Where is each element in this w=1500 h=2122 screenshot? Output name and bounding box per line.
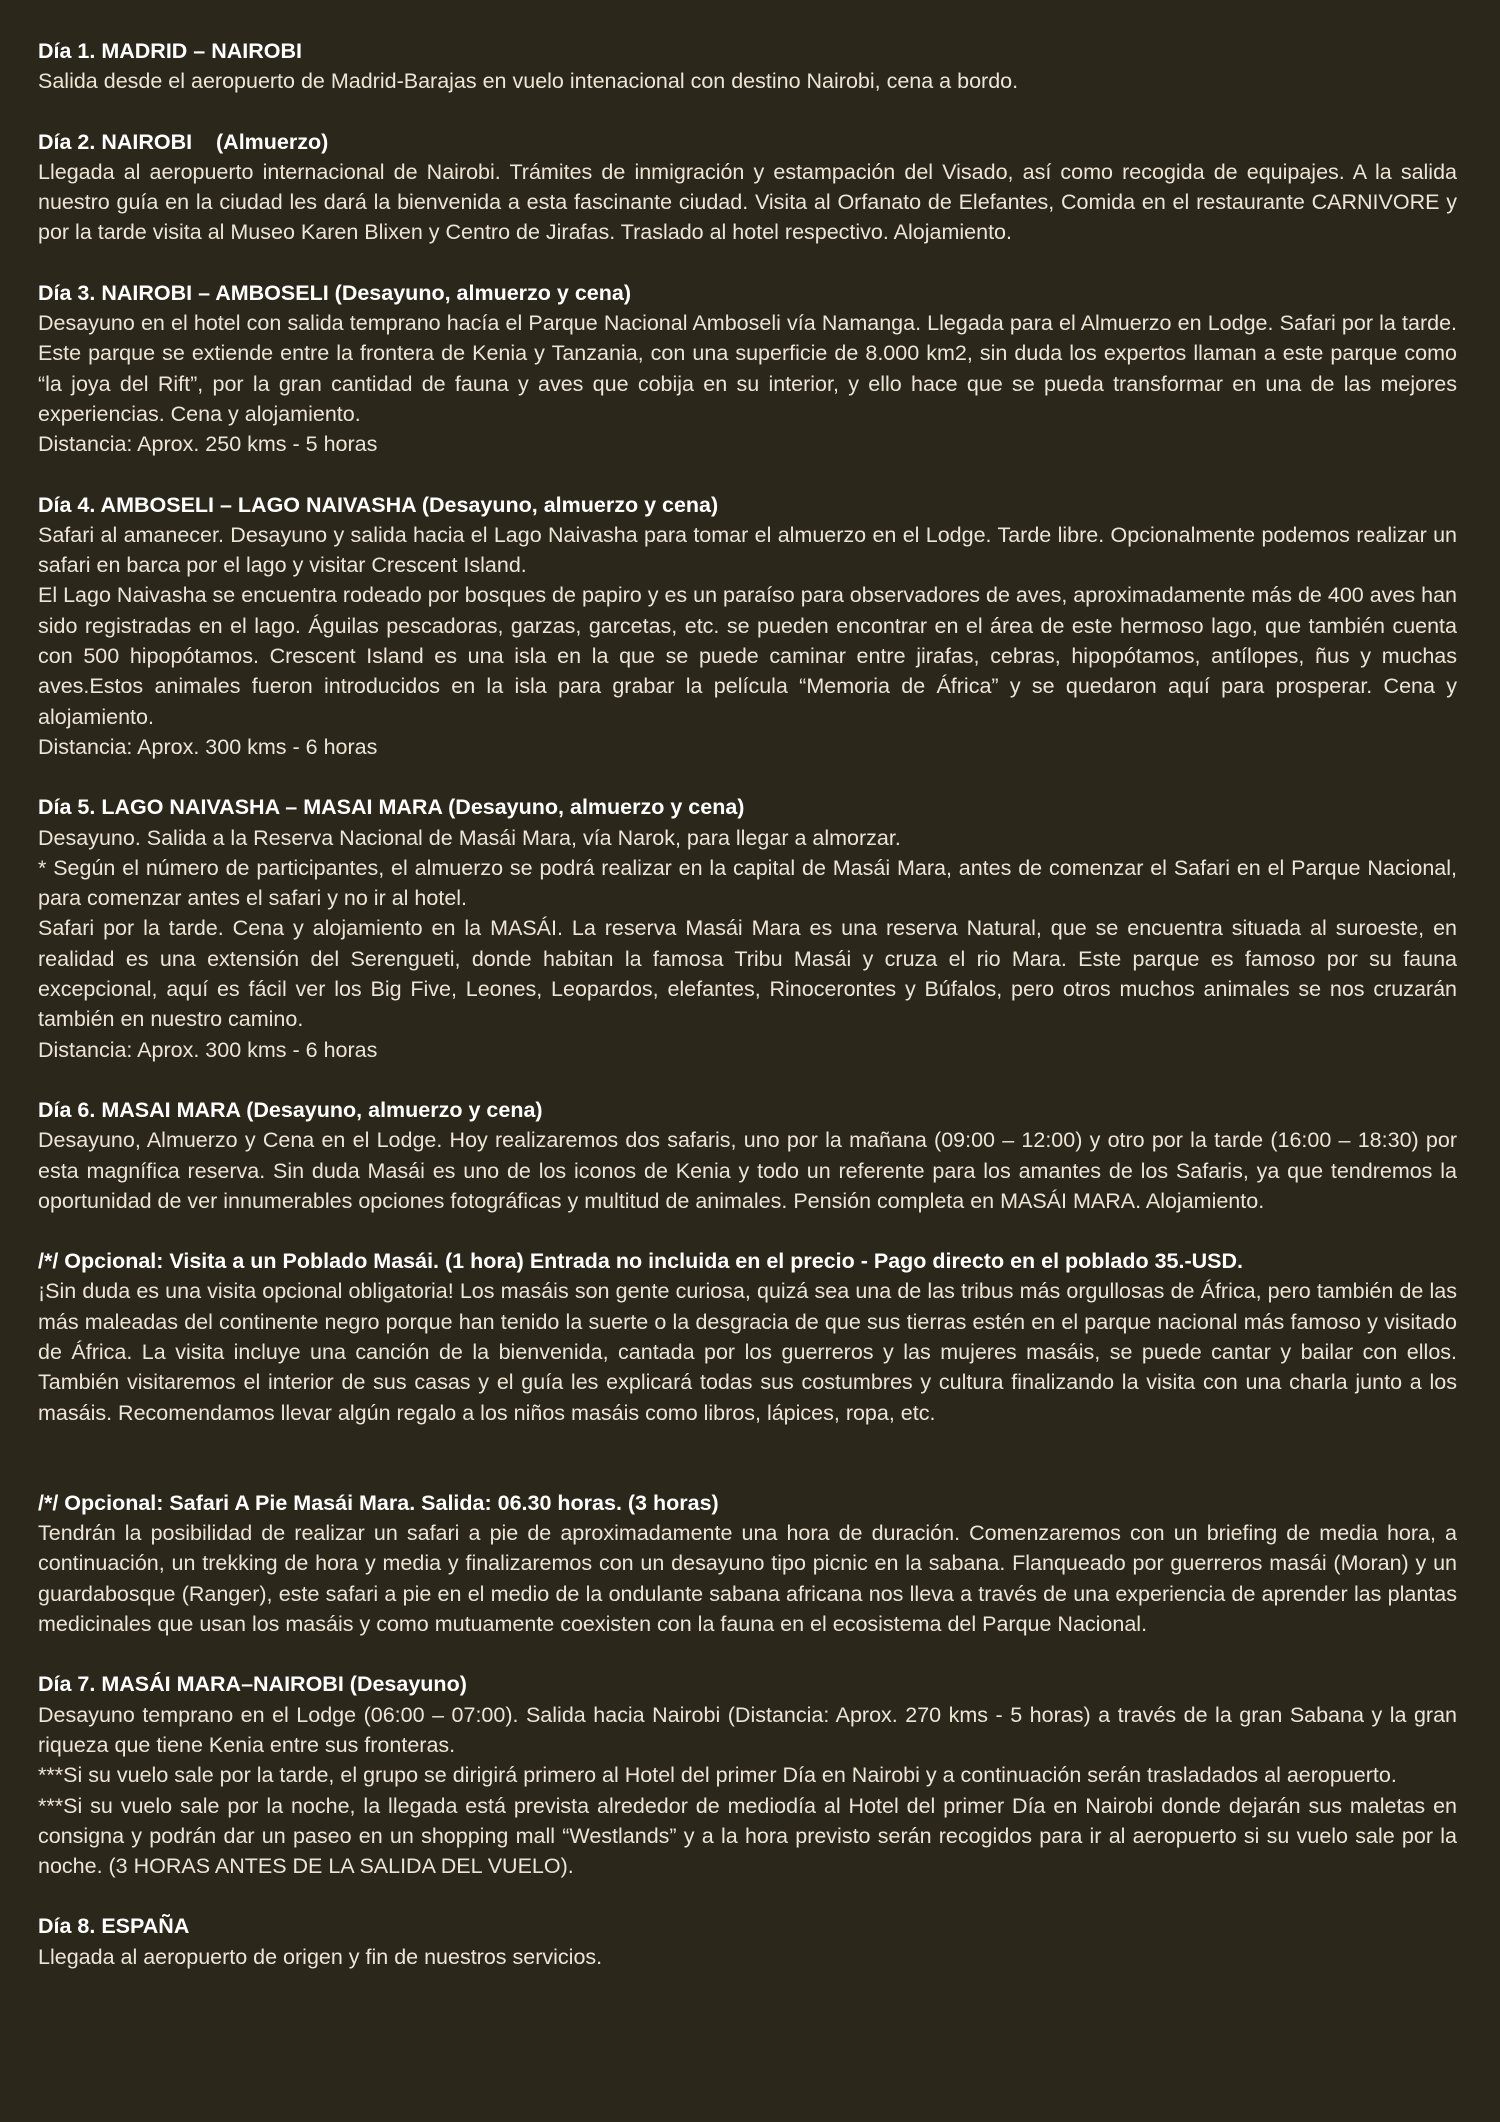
optional-heading: /*/ Opcional: Visita a un Poblado Masái. (1 hora) Entrada no incluida en el precio - Pago directo en el poblado 35.-USD. xyxy=(38,1249,1244,1274)
day-description: Llegada al aeropuerto internacional de Nairobi. Trámites de inmigración y estampación del Visado, así como recogida de equipajes. A la salida nuestro guía en la ciudad les dará la bienvenida a esta fascinante ciudad. Visita al Orfanato de Elefantes, Comida en el restaurante CARNIVORE y por la tarde visita al Museo Karen Blixen y Centro de Jirafas. Traslado al hotel respectivo. Alojamiento. xyxy=(38,159,1457,245)
optional-village-visit xyxy=(38,1246,1457,1428)
optional-description: Tendrán la posibilidad de realizar un safari a pie de aproximadamente una hora de duración. Comenzaremos con un briefing de media hora, a continuación, un trekking de hora y media y finalizaremos con un desayuno tipo picnic en la sabana. Flanqueado por guerreros masái (Moran) y un guardabosque (Ranger), este safari a pie en el medio de la ondulante sabana africana nos lleva a través de una experiencia de aprender las plantas medicinales que usan los masáis y como mutuamente coexisten con la fauna en el ecosistema del Parque Nacional. xyxy=(38,1521,1457,1637)
itinerary-document xyxy=(38,36,1457,2002)
day-description: Salida desde el aeropuerto de Madrid-Barajas en vuelo intenacional con destino Nairobi, cena a bordo. xyxy=(38,69,1019,94)
day-heading: Día 6. MASAI MARA (Desayuno, almuerzo y cena) xyxy=(38,1097,543,1122)
itinerary-day-6 xyxy=(38,1095,1457,1216)
day-heading: Día 3. NAIROBI – AMBOSELI (Desayuno, almuerzo y cena) xyxy=(38,280,631,305)
itinerary-day-8 xyxy=(38,1911,1457,1972)
day-note: ***Si su vuelo sale por la tarde, el grupo se dirigirá primero al Hotel del primer Día en Nairobi y a continuación serán trasladados al aeropuerto. xyxy=(38,1763,1397,1788)
day-distance: Distancia: Aprox. 300 kms - 6 horas xyxy=(38,734,378,759)
day-note: * Según el número de participantes, el almuerzo se podrá realizar en la capital de Masái Mara, antes de comenzar el Safari en el Parque Nacional, para comenzar antes el safari y no ir al hotel. xyxy=(38,855,1457,911)
day-heading: Día 8. ESPAÑA xyxy=(38,1914,190,1939)
day-heading: Día 1. MADRID – NAIROBI xyxy=(38,39,303,63)
day-heading: Día 5. LAGO NAIVASHA – MASAI MARA (Desayuno, almuerzo y cena) xyxy=(38,795,745,820)
day-distance: Distancia: Aprox. 300 kms - 6 horas xyxy=(38,1037,378,1062)
day-distance: Distancia: Aprox. 250 kms - 5 horas xyxy=(38,432,378,457)
itinerary-day-3 xyxy=(38,278,1457,460)
optional-heading: /*/ Opcional: Safari A Pie Masái Mara. Salida: 06.30 horas. (3 horas) xyxy=(38,1490,719,1515)
itinerary-day-1 xyxy=(38,36,1457,97)
day-description: Safari al amanecer. Desayuno y salida hacia el Lago Naivasha para tomar el almuerzo en el Lodge. Tarde libre. Opcionalmente podemos realizar un safari en barca por el lago y visitar Crescent Island. xyxy=(38,522,1457,578)
day-description: Desayuno, Almuerzo y Cena en el Lodge. Hoy realizaremos dos safaris, uno por la mañana (09:00 – 12:00) y otro por la tarde (16:00 – 18:30) por esta magnífica reserva. Sin duda Masái es uno de los iconos de Kenia y todo un referente para los amantes de los Safaris, ya que tendremos la oportunidad de ver innumerables opciones fotográficas y multitud de animales. Pensión completa en MASÁI MARA. Alojamiento. xyxy=(38,1128,1457,1213)
day-description: El Lago Naivasha se encuentra rodeado por bosques de papiro y es un paraíso para observadores de aves, aproximadamente más de 400 aves han sido registradas en el lago. Águilas pescadoras, garzas, garcetas, etc. se pueden encontrar en el área de este hermoso lago, que también cuenta con 500 hipopótamos. Crescent Island es una isla en la que se puede caminar entre jirafas, cebras, hipopótamos, antílopes, ñus y muchas aves.Estos animales fueron introducidos en la isla para grabar la película “Memoria de África” y se quedaron aquí para prosperar. Cena y alojamiento. xyxy=(38,583,1457,729)
day-heading: Día 7. MASÁI MARA–NAIROBI (Desayuno) xyxy=(38,1672,467,1697)
day-description: Llegada al aeropuerto de origen y fin de nuestros servicios. xyxy=(38,1944,603,1969)
day-description: Desayuno. Salida a la Reserva Nacional de Masái Mara, vía Narok, para llegar a almorzar. xyxy=(38,825,901,850)
day-description: Desayuno en el hotel con salida temprano hacía el Parque Nacional Amboseli vía Namanga. Llegada para el Almuerzo en Lodge. Safari por la tarde. Este parque se extiende entre la frontera de Kenia y Tanzania, con una superficie de 8.000 km2, sin duda los expertos llaman a este parque como “la joya del Rift”, por la gran cantidad de fauna y aves que cobija en su interior, y ello hace que se pueda transformar en una de las mejores experiencias. Cena y alojamiento. xyxy=(38,311,1457,426)
itinerary-day-5 xyxy=(38,792,1457,1065)
optional-description: ¡Sin duda es una visita opcional obligatoria! Los masáis son gente curiosa, quizá sea una de las tribus más orgullosas de África, pero también de las más maleadas del continente negro porque han tenido la suerte o la desgracia de que sus tierras estén en el parque nacional más famoso y visitado de África. La visita incluye una canción de la bienvenida, cantada por los guerreros y las mujeres masáis, se puede cantar y bailar con ellos. También visitaremos el interior de sus casas y el guía les explicará todas sus costumbres y cultura finalizando la visita con una charla junto a los masáis. Recomendamos llevar algún regalo a los niños masáis como libros, lápices, ropa, etc. xyxy=(38,1279,1457,1425)
day-description: Desayuno temprano en el Lodge (06:00 – 07:00). Salida hacia Nairobi (Distancia: Aprox. 270 kms - 5 horas) a través de la gran Sabana y la gran riqueza que tiene Kenia entre sus fronteras. xyxy=(38,1702,1457,1757)
day-heading: Día 4. AMBOSELI – LAGO NAIVASHA (Desayuno, almuerzo y cena) xyxy=(38,492,719,517)
day-note: ***Si su vuelo sale por la noche, la llegada está prevista alrededor de mediodía al Hotel del primer Día en Nairobi donde dejarán sus maletas en consigna y podrán dar un paseo en un shopping mall “Westlands” y a la hora previsto serán recogidos para ir al aeropuerto si su vuelo sale por la noche. (3 HORAS ANTES DE LA SALIDA DEL VUELO). xyxy=(38,1793,1457,1879)
optional-walking-safari xyxy=(38,1488,1457,1639)
itinerary-day-2 xyxy=(38,127,1457,248)
day-description: Safari por la tarde. Cena y alojamiento en la MASÁI. La reserva Masái Mara es una reserva Natural, que se encuentra situada al suroeste, en realidad es una extensión del Serengueti, donde habitan la famosa Tribu Masái y cruza el rio Mara. Este parque es famoso por su fauna excepcional, aquí es fácil ver los Big Five, Leones, Leopardos, elefantes, Rinocerontes y Búfalos, pero otros muchos animales se nos cruzarán también en nuestro camino. xyxy=(38,916,1457,1032)
itinerary-day-4 xyxy=(38,490,1457,763)
itinerary-day-7 xyxy=(38,1669,1457,1881)
day-heading: Día 2. NAIROBI (Almuerzo) xyxy=(38,129,329,154)
